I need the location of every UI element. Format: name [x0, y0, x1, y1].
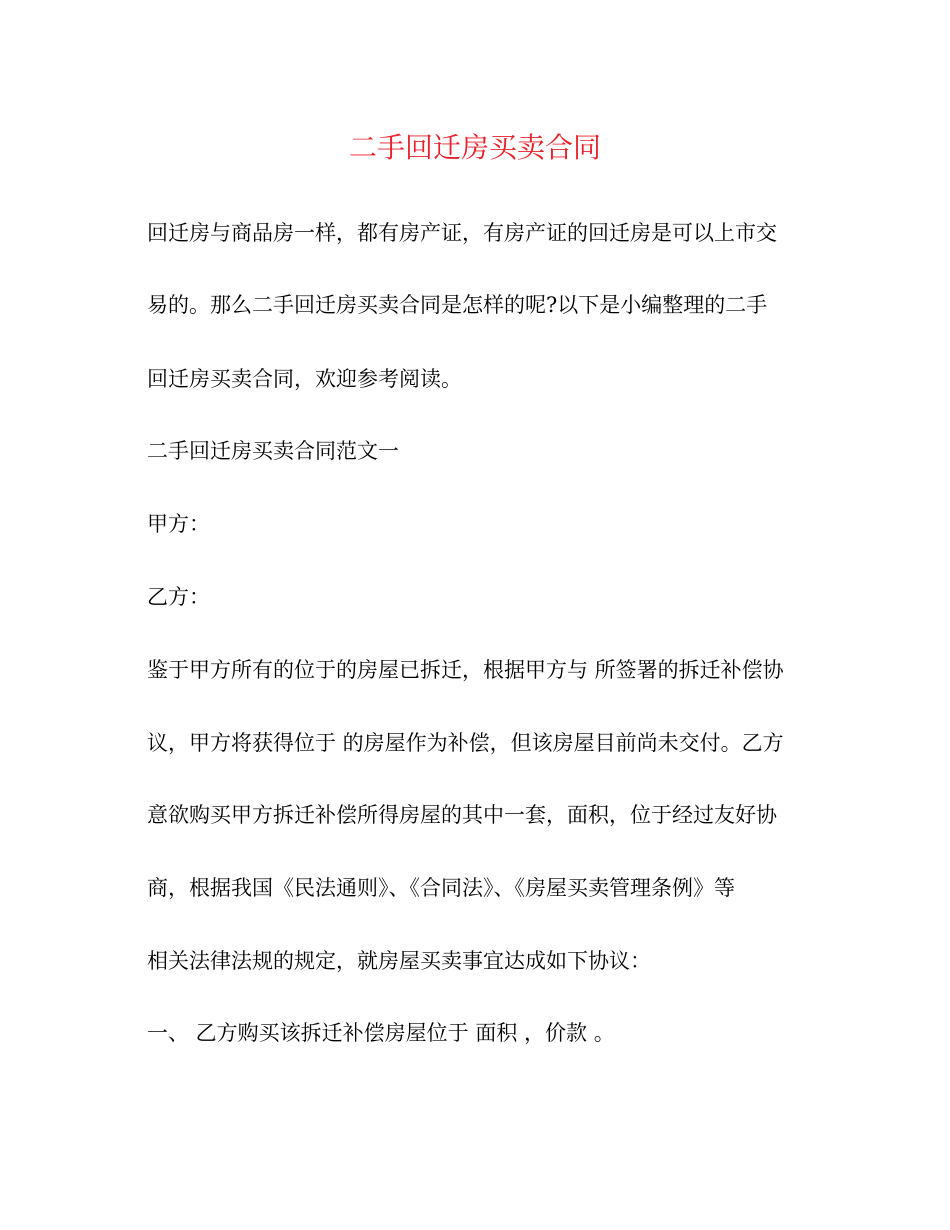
paragraph-line: 相关法律法规的规定，就房屋买卖事宜达成如下协议：: [147, 949, 651, 973]
paragraph-line: 议，甲方将获得位于 的房屋作为补偿，但该房屋目前尚未交付。乙方: [147, 731, 784, 755]
paragraph-line: 易的。那么二手回迁房买卖合同是怎样的呢?以下是小编整理的二手: [147, 293, 768, 317]
document-title: 二手回迁房买卖合同: [348, 131, 601, 164]
party-a-label: 甲方：: [147, 512, 210, 536]
paragraph-line: 回迁房买卖合同，欢迎参考阅读。: [147, 367, 462, 391]
party-b-label: 乙方：: [147, 585, 210, 609]
clause-one: 一、 乙方购买该拆迁补偿房屋位于 面积 ，价款 。: [147, 1021, 615, 1045]
paragraph-line: 回迁房与商品房一样，都有房产证，有房产证的回迁房是可以上市交: [147, 221, 777, 245]
paragraph-line: 商，根据我国《民法通则》、《合同法》、《房屋买卖管理条例》等: [147, 876, 735, 900]
paragraph-line: 意欲购买甲方拆迁补偿所得房屋的其中一套，面积，位于经过友好协: [147, 803, 777, 827]
section-heading: 二手回迁房买卖合同范文一: [147, 439, 399, 463]
paragraph-line: 鉴于甲方所有的位于的房屋已拆迁，根据甲方与 所签署的拆迁补偿协: [147, 658, 784, 682]
